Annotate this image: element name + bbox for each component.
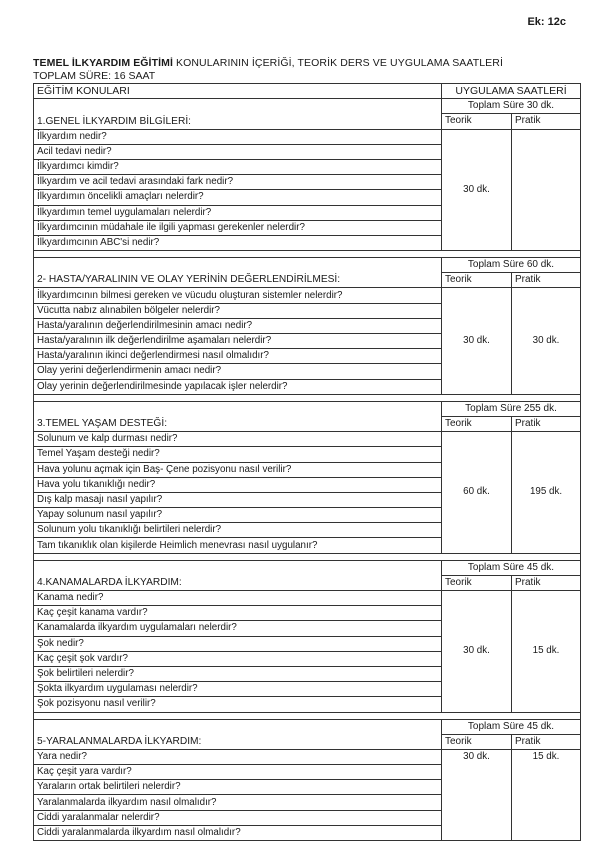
section-spacer xyxy=(34,719,442,749)
topic-item: Hasta/yaralının ilk değerlendirilme aşamaları nelerdir? xyxy=(34,334,442,349)
section-gap xyxy=(34,712,581,719)
topic-item: Kanamalarda ilkyardım uygulamaları nelerdir? xyxy=(34,621,442,636)
section-total: Toplam Süre 45 dk. xyxy=(442,719,581,734)
section-total-row xyxy=(34,401,581,416)
topic-item: Dış kalp masajı nasıl yapılır? xyxy=(34,492,442,507)
table-row xyxy=(34,591,581,606)
gap-cell xyxy=(34,712,581,719)
section-total: Toplam Süre 255 dk. xyxy=(442,401,581,416)
section-total-row xyxy=(34,99,581,114)
theory-label: Teorik xyxy=(442,734,512,749)
topic-item: Şok pozisyonu nasıl verilir? xyxy=(34,697,442,712)
table-row xyxy=(34,288,581,303)
section-spacer xyxy=(34,258,442,288)
topic-item: Solunum ve kalp durması nedir? xyxy=(34,432,442,447)
gap-cell xyxy=(34,394,581,401)
topic-item: İlkyardımcının bilmesi gereken ve vücudu oluşturan sistemler nelerdir? xyxy=(34,288,442,303)
gap-cell xyxy=(34,251,581,258)
practice-value xyxy=(512,129,581,251)
section-title: 5-YARALANMALARDA İLKYARDIM: xyxy=(37,735,202,747)
topic-item: İlkyardımcının ABC'si nedir? xyxy=(34,235,442,250)
gap-cell xyxy=(34,553,581,560)
practice-label: Pratik xyxy=(512,575,581,590)
section-total: Toplam Süre 45 dk. xyxy=(442,560,581,575)
topic-item: İlkyardımın temel uygulamaları nelerdir? xyxy=(34,205,442,220)
section-title: 4.KANAMALARDA İLKYARDIM: xyxy=(37,577,182,588)
section-total-row xyxy=(34,560,581,575)
title-bold: TEMEL İLKYARDIM EĞİTİMİ xyxy=(33,57,173,69)
theory-value: 30 dk. xyxy=(442,749,512,840)
section-spacer xyxy=(34,99,442,129)
practice-value: 15 dk. xyxy=(512,591,581,713)
section-title: 3.TEMEL YAŞAM DESTEĞİ: xyxy=(37,418,168,430)
section-gap xyxy=(34,553,581,560)
topic-item: Yapay solunum nasıl yapılır? xyxy=(34,508,442,523)
page-title xyxy=(33,57,593,70)
theory-value: 60 dk. xyxy=(442,432,512,554)
topic-item: Şok nedir? xyxy=(34,636,442,651)
total-duration: TOPLAM SÜRE: 16 SAAT xyxy=(33,70,156,82)
topic-item: Yaraların ortak belirtileri nelerdir? xyxy=(34,780,442,795)
topic-item: Kanama nedir? xyxy=(34,591,442,606)
section-title: 2- HASTA/YARALININ VE OLAY YERİNİN DEĞERLENDİRİLMESİ: xyxy=(37,274,341,286)
topic-item: Yaralanmalarda ilkyardım nasıl olmalıdır? xyxy=(34,795,442,810)
annex-label: Ek: 12c xyxy=(527,16,566,28)
topic-item: Ciddi yaralanmalar nelerdir? xyxy=(34,810,442,825)
topic-item: İlkyardımcı kimdir? xyxy=(34,159,442,174)
theory-value: 30 dk. xyxy=(442,129,512,251)
practice-label: Pratik xyxy=(512,416,581,431)
practice-label: Pratik xyxy=(512,273,581,288)
topic-item: Olay yerinin değerlendirilmesinde yapılacak işler nelerdir? xyxy=(34,379,442,394)
theory-label: Teorik xyxy=(442,114,512,129)
practice-value: 30 dk. xyxy=(512,288,581,394)
practice-value: 15 dk. xyxy=(512,749,581,840)
topic-item: Kaç çeşit kanama vardır? xyxy=(34,606,442,621)
section-total: Toplam Süre 60 dk. xyxy=(442,258,581,273)
section-spacer xyxy=(34,401,442,431)
topic-item: Acil tedavi nedir? xyxy=(34,144,442,159)
topic-item: Yara nedir? xyxy=(34,749,442,764)
table-header-row xyxy=(34,84,581,99)
topic-item: Hasta/yaralının değerlendirilmesinin amacı nedir? xyxy=(34,318,442,333)
theory-label: Teorik xyxy=(442,416,512,431)
theory-label: Teorik xyxy=(442,273,512,288)
topic-item: Hava yolu tıkanıklığı nedir? xyxy=(34,477,442,492)
header-topics: EĞİTİM KONULARI xyxy=(34,84,442,99)
topic-item: Solunum yolu tıkanıklığı belirtileri nelerdir? xyxy=(34,523,442,538)
theory-value: 30 dk. xyxy=(442,288,512,394)
table-row xyxy=(34,129,581,144)
section-total-row xyxy=(34,258,581,273)
topic-item: Hasta/yaralının ikinci değerlendirmesi nasıl olmalıdır? xyxy=(34,349,442,364)
practice-value: 195 dk. xyxy=(512,432,581,554)
header-hours: UYGULAMA SAATLERİ xyxy=(442,84,581,99)
table-row xyxy=(34,749,581,764)
topic-item: Temel Yaşam desteği nedir? xyxy=(34,447,442,462)
topic-item: Vücutta nabız alınabilen bölgeler nelerdir? xyxy=(34,303,442,318)
section-gap xyxy=(34,251,581,258)
section-title: 1.GENEL İLKYARDIM BİLGİLERİ: xyxy=(37,115,191,127)
topic-item: İlkyardımcının müdahale ile ilgili yapması gerekenler nelerdir? xyxy=(34,220,442,235)
theory-label: Teorik xyxy=(442,575,512,590)
theory-value: 30 dk. xyxy=(442,591,512,713)
practice-label: Pratik xyxy=(512,114,581,129)
topic-item: İlkyardım ve acil tedavi arasındaki fark nedir? xyxy=(34,175,442,190)
topic-item: Tam tıkanıklık olan kişilerde Heimlich menevrası nasıl uygulanır? xyxy=(34,538,442,553)
topic-item: Şok belirtileri nelerdir? xyxy=(34,666,442,681)
topic-item: Kaç çeşit şok vardır? xyxy=(34,651,442,666)
topic-item: İlkyardım nedir? xyxy=(34,129,442,144)
section-gap xyxy=(34,394,581,401)
topic-item: Şokta ilkyardım uygulaması nelerdir? xyxy=(34,682,442,697)
topic-item: Ciddi yaralanmalarda ilkyardım nasıl olmalıdır? xyxy=(34,825,442,840)
topic-item: İlkyardımın öncelikli amaçları nelerdir? xyxy=(34,190,442,205)
topic-item: Olay yerini değerlendirmenin amacı nedir? xyxy=(34,364,442,379)
table-row xyxy=(34,432,581,447)
section-spacer xyxy=(34,560,442,590)
practice-label: Pratik xyxy=(512,734,581,749)
topic-item: Hava yolunu açmak için Baş- Çene pozisyonu nasıl verilir? xyxy=(34,462,442,477)
topic-item: Kaç çeşit yara vardır? xyxy=(34,765,442,780)
title-rest: KONULARININ İÇERİĞİ, TEORİK DERS VE UYGULAMA SAATLERİ xyxy=(172,57,503,69)
section-total: Toplam Süre 30 dk. xyxy=(442,99,581,114)
section-total-row xyxy=(34,719,581,734)
curriculum-table xyxy=(33,83,581,841)
